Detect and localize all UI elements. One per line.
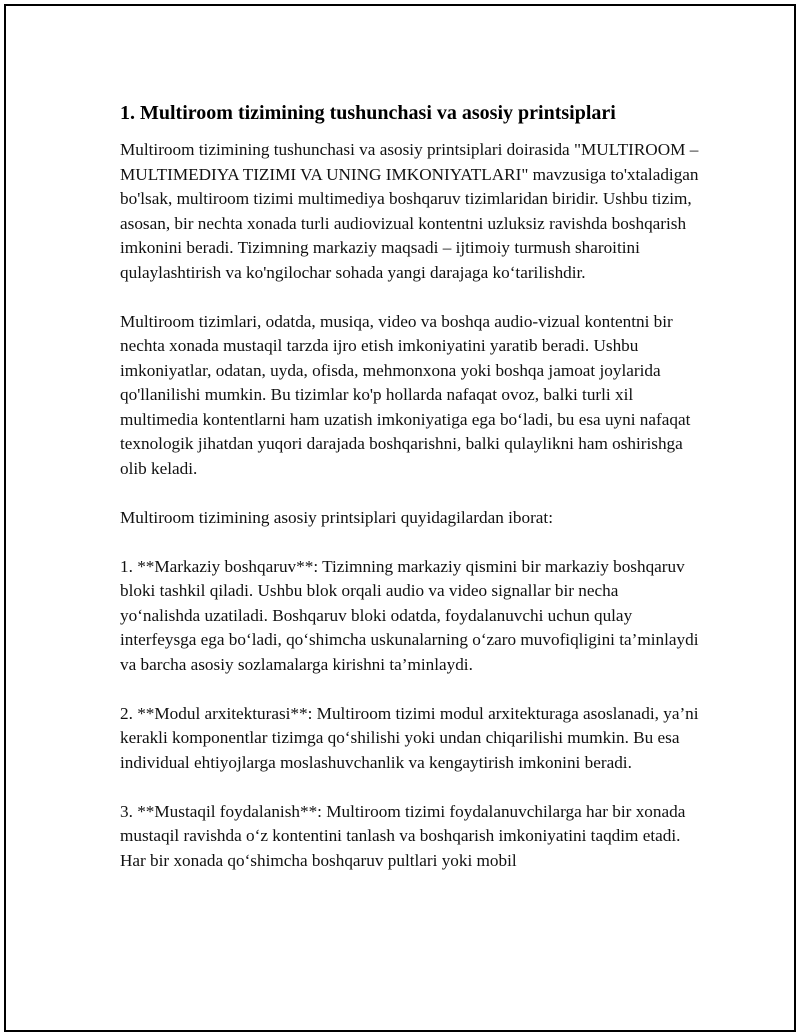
paragraph-intro: Multiroom tizimining tushunchasi va asosiy printsiplari doirasida "MULTIROOM – MULTIMEDIYA TIZIMI VA UNING IMKONIYATLARI" mavzusiga to'xtaladigan bo'lsak, multiroom tizimi multimediya boshqaruv tizimlaridan biridir. Ushbu tizim, asosan, bir nechta xonada turli audiovizual kontentni uzluksiz ravishda boshqarish imkonini beradi. Tizimning markaziy maqsadi – ijtimoiy turmush sharoitini qulaylashtirish va ko'ngilochar sohada yangi darajaga ko‘tarilishdir. [120, 140, 699, 282]
section-heading: 1. Multiroom tizimining tushunchasi va asosiy printsiplari [120, 102, 616, 124]
paragraph-principle-2: 2. **Modul arxitekturasi**: Multiroom tizimi modul arxitekturaga asoslanadi, ya’ni kerakli komponentlar tizimga qo‘shilishi yoki undan chiqarilishi mumkin. Bu esa individual ehtiyojlarga moslashuvchanlik va kengaytirish imkonini beradi. [120, 703, 699, 772]
page [4, 4, 796, 1032]
paragraph-principles-lead: Multiroom tizimining asosiy printsiplari quyidagilardan iborat: [120, 507, 553, 527]
paragraph-principle-1: 1. **Markaziy boshqaruv**: Tizimning markaziy qismini bir markaziy boshqaruv bloki tashkil qiladi. Ushbu blok orqali audio va video signallar bir necha yo‘nalishda uzatiladi. Boshqaruv bloki odatda, foydalanuvchi uchun qulay interfeysga ega bo‘ladi, qo‘shimcha uskunalarning o‘zaro muvofiqligini ta’minlaydi va barcha asosiy sozlamalarga kirishni ta’minlaydi. [120, 556, 699, 674]
paragraph-principle-3: 3. **Mustaqil foydalanish**: Multiroom tizimi foydalanuvchilarga har bir xonada mustaqil ravishda o‘z kontentini tanlash va boshqarish imkoniyatini taqdim etadi. Har bir xonada qo‘shimcha boshqaruv pultlari yoki mobil [120, 801, 686, 870]
paragraph-multiroom-systems: Multiroom tizimlari, odatda, musiqa, video va boshqa audio-vizual kontentni bir nechta xonada mustaqil tarzda ijro etish imkoniyatini yaratib beradi. Ushbu imkoniyatlar, odatan, uyda, ofisda, mehmonxona yoki boshqa jamoat joylarida qo'llanilishi mumkin. Bu tizimlar ko'p hollarda nafaqat ovoz, balki turli xil multimedia kontentlarni ham uzatish imkoniyatiga ega bo‘ladi, bu esa uyni nafaqat texnologik jihatdan yuqori darajada boshqarishni, balki qulaylikni ham oshirishga olib keladi. [120, 311, 691, 478]
document-body [120, 100, 700, 898]
